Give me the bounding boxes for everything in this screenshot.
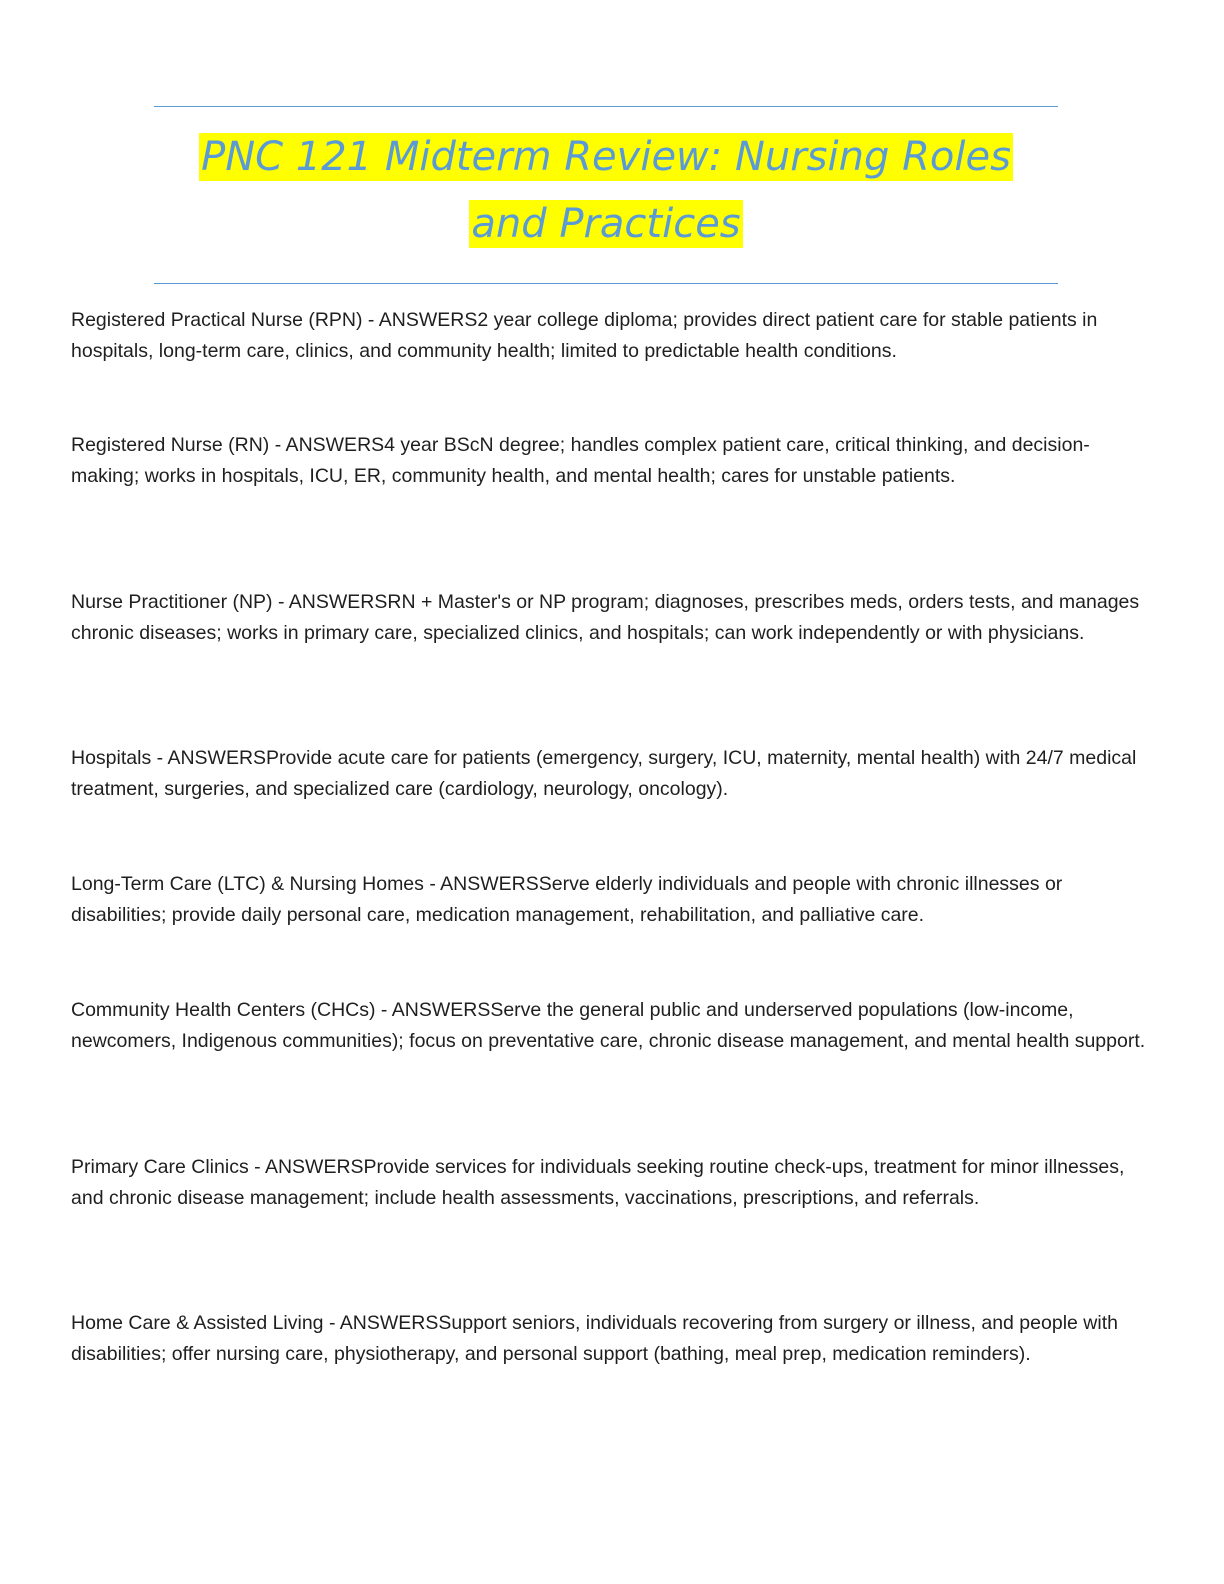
entry-np: Nurse Practitioner (NP) - ANSWERSRN + Master's or NP program; diagnoses, prescribes meds, orders tests, and manages chronic diseases; works in primary care, specialized clinics, and hospitals; can work independently or with physicians. [71,591,1140,645]
entry-home-care: Home Care & Assisted Living - ANSWERSSupport seniors, individuals recovering from surgery or illness, and people with disabilities; offer nursing care, physiotherapy, and personal support (bathing, meal prep, medication reminders). [71,1312,1118,1366]
title-line-1: PNC 121 Midterm Review: Nursing Roles [201,134,1011,180]
title-line-2: and Practices [471,201,741,247]
entry-long-term-care: Long-Term Care (LTC) & Nursing Homes - ANSWERSServe elderly individuals and people with chronic illnesses or disabilities; provide daily personal care, medication management, rehabilitation, and palliative care. [71,873,1063,927]
document-title [154,124,1058,258]
title-rule-top [154,106,1058,107]
entry-rn: Registered Nurse (RN) - ANSWERS4 year BScN degree; handles complex patient care, critical thinking, and decision-making; works in hospitals, ICU, ER, community health, and mental health; cares for unstable patients. [71,434,1090,488]
entry-primary-care-clinics: Primary Care Clinics - ANSWERSProvide services for individuals seeking routine check-ups, treatment for minor illnesses, and chronic disease management; include health assessments, vaccinations, prescriptions, and referrals. [71,1156,1125,1210]
entry-community-health-centers: Community Health Centers (CHCs) - ANSWERSServe the general public and underserved populations (low-income, newcomers, Indigenous communities); focus on preventative care, chronic disease management, and mental health support. [71,999,1146,1053]
entry-hospitals: Hospitals - ANSWERSProvide acute care for patients (emergency, surgery, ICU, maternity, mental health) with 24/7 medical treatment, surgeries, and specialized care (cardiology, neurology, oncology). [71,747,1137,801]
entry-rpn: Registered Practical Nurse (RPN) - ANSWERS2 year college diploma; provides direct patient care for stable patients in hospitals, long-term care, clinics, and community health; limited to predictable health conditions. [71,309,1098,363]
title-rule-bottom [154,283,1058,284]
